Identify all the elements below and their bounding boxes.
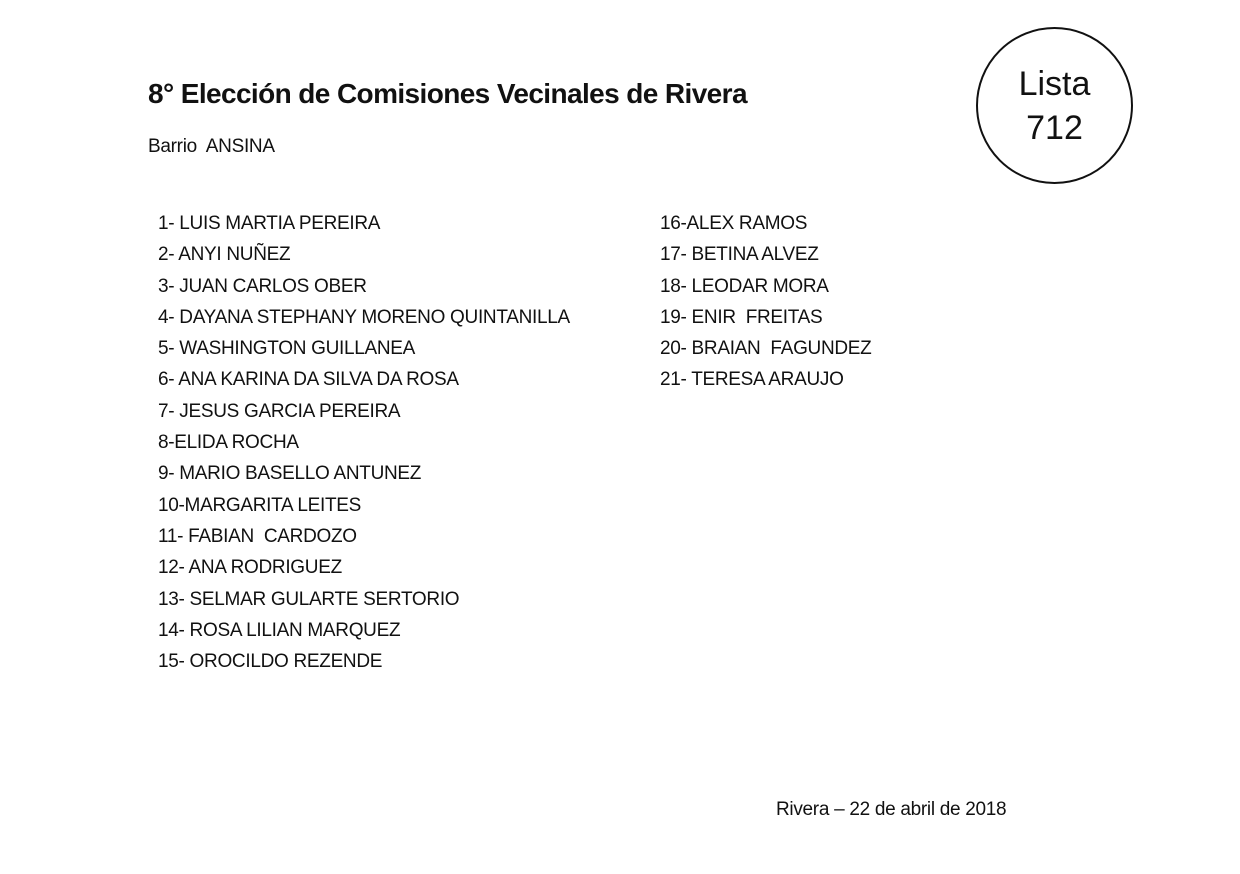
candidate-list-column-2 (660, 209, 872, 397)
candidate-item: 18- LEODAR MORA (660, 275, 829, 297)
candidate-item: 19- ENIR FREITAS (660, 306, 823, 328)
candidate-item: 7- JESUS GARCIA PEREIRA (158, 400, 401, 422)
candidate-item: 2- ANYI NUÑEZ (158, 244, 291, 266)
candidate-item: 1- LUIS MARTIA PEREIRA (158, 213, 381, 234)
candidate-item: 14- ROSA LILIAN MARQUEZ (158, 619, 401, 641)
candidate-item: 6- ANA KARINA DA SILVA DA ROSA (158, 369, 459, 391)
candidate-item: 12- ANA RODRIGUEZ (158, 557, 342, 579)
badge-number: 712 (1026, 108, 1083, 147)
candidate-item: 15- OROCILDO REZENDE (158, 651, 383, 673)
candidate-item: 13- SELMAR GULARTE SERTORIO (158, 588, 460, 610)
candidate-item: 10-MARGARITA LEITES (158, 494, 362, 516)
list-number-badge (976, 27, 1133, 184)
place-and-date: Rivera – 22 de abril de 2018 (776, 799, 1007, 820)
neighborhood-label: Barrio ANSINA (148, 136, 275, 157)
candidate-item: 5- WASHINGTON GUILLANEA (158, 338, 416, 360)
candidate-item: 4- DAYANA STEPHANY MORENO QUINTANILLA (158, 306, 570, 328)
candidate-item: 9- MARIO BASELLO ANTUNEZ (158, 463, 422, 485)
candidate-item: 17- BETINA ALVEZ (660, 244, 819, 266)
candidate-item: 8-ELIDA ROCHA (158, 432, 299, 454)
candidate-item: 3- JUAN CARLOS OBER (158, 275, 367, 297)
candidate-item: 11- FABIAN CARDOZO (158, 525, 357, 547)
candidate-item: 21- TERESA ARAUJO (660, 369, 844, 391)
candidate-item: 16-ALEX RAMOS (660, 213, 808, 234)
page-title: 8° Elección de Comisiones Vecinales de Rivera (148, 78, 747, 109)
candidate-list-column-1 (158, 209, 570, 678)
candidate-item: 20- BRAIAN FAGUNDEZ (660, 338, 872, 360)
badge-label: Lista (1018, 64, 1091, 103)
